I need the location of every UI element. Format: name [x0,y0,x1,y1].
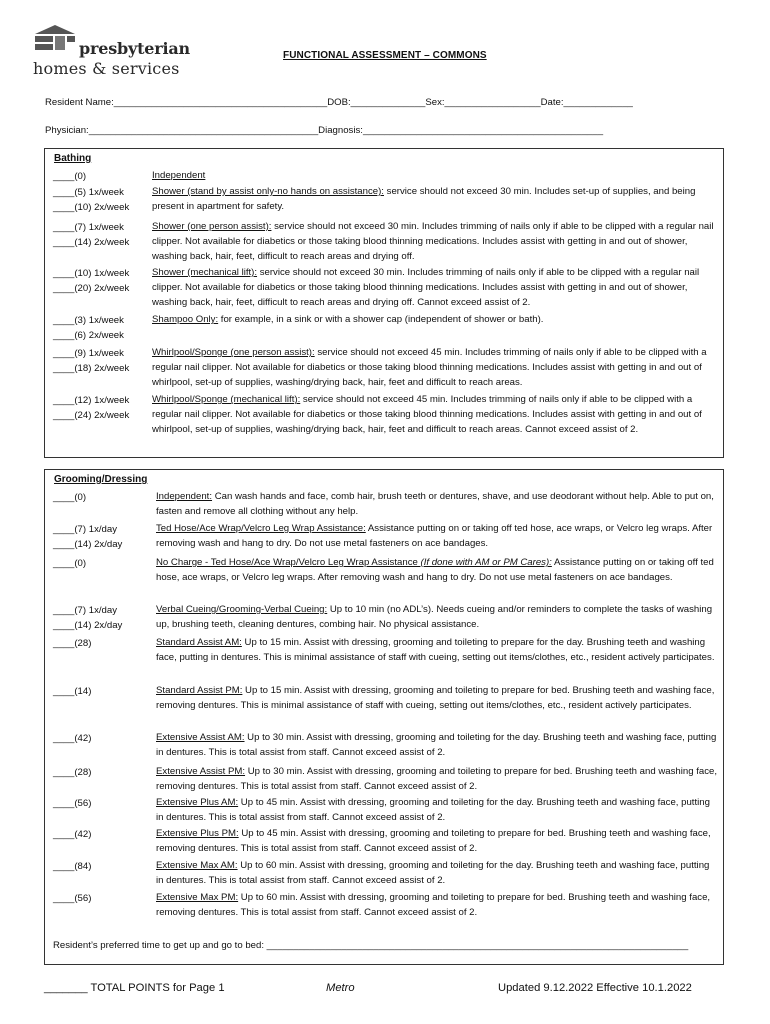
points-blank[interactable]: ____(14) [53,686,92,697]
option-description [156,730,718,760]
option-text: Up to 45 min. Assist with dressing, grooming and toileting to prepare for bed. Brushing teeth and washing face, removing dentures. This is total assist from staff. Cannot exceed assist of 2. [156,828,711,855]
option-description [156,795,718,825]
points-blank[interactable]: ____(0) [53,492,87,503]
points-blank-1x[interactable]: ____(9) 1x/week [53,348,124,359]
option-description [152,184,718,214]
option-description [156,555,718,585]
points-blank[interactable]: ____(56) [53,798,92,809]
points-blank-1x[interactable]: ____(7) 1x/day [53,524,117,535]
option-text: Can wash hands and face, comb hair, brush teeth or dentures, shave, and use deodorant without help. Able to put on, fasten and remove all clothing without any help. [156,491,714,518]
option-description [156,521,718,551]
points-blank-1x[interactable]: ____(7) 1x/week [53,222,124,233]
points-blank-2x[interactable]: ____(18) 2x/week [53,363,130,374]
option-text: service should not exceed 45 min. Includes trimming of nails only if able to be clipped with a regular nail clipper. Not available for diabetics or those taking blood thinning medications. Includes assist with getting in and out of whirlpool, set-up of supplies, washing/drying back, hair, feet and difficult to reach areas. Cannot exceed assist of 2. [152,394,702,436]
footer-revision-date: Updated 9.12.2022 Effective 10.1.2022 [498,982,692,994]
points-blank[interactable]: ____(28) [53,767,92,778]
option-text: service should not exceed 30 min. Includes trimming of nails only if able to be clipped with a regular nail clipper. Not available for diabetics or those taking blood thinning medications. Includes assist with getting in and out of shower, washing back, hair, feet, difficult to reach areas and drying off. [152,221,714,263]
option-text: Up to 30 min. Assist with dressing, grooming and toileting for the day. Brushing teeth and washing face, putting in dentures. This is total assist from staff. Cannot exceed assist of 2. [156,732,717,759]
option-text: for example, in a sink or with a shower cap (independent of shower or bath). [218,314,544,325]
points-blank-1x[interactable]: ____(5) 1x/week [53,187,124,198]
option-text: Up to 15 min. Assist with dressing, grooming and toileting to prepare for bed. Brushing teeth and washing face, removing dentures. This is minimal assistance of staff with cueing, setting out items/clothes, etc., resident actively participates. [156,685,715,712]
points-blank[interactable]: ____(42) [53,733,92,744]
option-description [152,265,718,311]
preferred-time-field[interactable]: Resident’s preferred time to get up and go to bed: _______________________________________________________________________________ [53,940,689,951]
option-description [152,219,718,265]
option-description [156,489,718,519]
option-term: Verbal Cueing/Grooming-Verbal Cueing: [156,604,328,615]
option-description [156,635,718,665]
option-text: service should not exceed 30 min. Includes trimming of nails only if able to be clipped with a regular nail clipper. Not available for diabetics or those taking blood thinning medications. Includes assist with getting in and out of shower, washing back, hair, feet, difficult to reach areas and drying off. Cannot exceed assist of 2. [152,267,700,309]
points-blank-2x[interactable]: ____(10) 2x/week [53,202,130,213]
option-text: Up to 60 min. Assist with dressing, grooming and toileting for the day. Brushing teeth and washing face, putting in dentures. This is total assist from staff. Cannot exceed assist of 2. [156,860,710,887]
option-term: Extensive Plus PM: [156,828,239,839]
option-term: Standard Assist AM: [156,637,242,648]
option-text: Up to 45 min. Assist with dressing, grooming and toileting for the day. Brushing teeth and washing face, putting in dentures. This is total assist from staff. Cannot exceed assist of 2. [156,797,710,824]
option-term: Whirlpool/Sponge (one person assist): [152,347,315,358]
option-term-note: (If done with AM or PM Cares): [420,557,552,568]
points-blank[interactable]: ____(28) [53,638,92,649]
option-term: Independent: [156,491,213,502]
option-text: service should not exceed 30 min. Includes set-up of supplies, and being present in apartment for safety. [152,186,696,213]
points-blank[interactable]: ____(42) [53,829,92,840]
option-description [156,764,718,794]
grooming-heading: Grooming/Dressing [54,474,148,485]
option-term: Shower (one person assist): [152,221,272,232]
option-text: service should not exceed 45 min. Includes trimming of nails only if able to be clipped with a regular nail clipper. Not available for diabetics or those taking blood thinning medications. Includes assist with getting in and out of whirlpool, set-up of supplies, washing/drying back, hair, feet and difficult to reach areas. [152,347,707,389]
grooming-dressing-section [44,469,724,965]
option-description [152,312,718,327]
points-blank-1x[interactable]: ____(10) 1x/week [53,268,130,279]
footer-location: Metro [326,982,355,994]
points-blank-2x[interactable]: ____(20) 2x/week [53,283,130,294]
option-text: Assistance putting on or taking off ted hose, ace wraps, or Velcro leg wraps. After removing wash and hang to dry. Do not use metal fasteners on ace bandages. [156,523,713,550]
points-blank-2x[interactable]: ____(14) 2x/day [53,539,123,550]
points-blank-1x[interactable]: ____(7) 1x/day [53,605,117,616]
physician-diagnosis-fields[interactable]: Physician:___________________________________________Diagnosis:_____________________________________________ [45,125,604,136]
option-term: Ted Hose/Ace Wrap/Velcro Leg Wrap Assistance: [156,523,366,534]
option-text: Assistance putting on or taking off ted hose, ace wraps, or Velcro leg wraps. After removing wash and hang to dry. Do not use metal fasteners on ace bandages. [156,557,714,584]
points-blank[interactable]: ____(56) [53,893,92,904]
option-text: Up to 10 min (no ADL’s). Needs cueing and/or reminders to complete the tasks of washing up, brushing teeth, cleaning dentures, combing hair. No physical assistance. [156,604,713,631]
option-term: No Charge - Ted Hose/Ace Wrap/Velcro Leg Wrap Assistance [156,557,421,568]
option-term: Shower (stand by assist only-no hands on assistance): [152,186,384,197]
option-description [152,345,718,391]
option-term: Whirlpool/Sponge (mechanical lift): [152,394,301,405]
option-term: Independent [152,170,206,181]
option-text: Up to 60 min. Assist with dressing, grooming and toileting to prepare for bed. Brushing teeth and washing face, removing dentures. This is total assist from staff. Cannot exceed assist of 2. [156,892,711,919]
points-blank-2x[interactable]: ____(24) 2x/week [53,410,130,421]
points-blank-1x[interactable]: ____(3) 1x/week [53,315,124,326]
points-blank-2x[interactable]: ____(6) 2x/week [53,330,124,341]
house-logo-icon [33,22,78,58]
option-description [152,168,718,183]
option-description [156,683,718,713]
points-blank-2x[interactable]: ____(14) 2x/day [53,620,123,631]
option-term: Extensive Max PM: [156,892,239,903]
option-description [156,826,718,856]
logo-wordmark-line2: homes & services [33,59,180,78]
form-title: FUNCTIONAL ASSESSMENT – COMMONS [283,50,487,61]
option-term: Extensive Plus AM: [156,797,239,808]
total-points-field[interactable]: _______ TOTAL POINTS for Page 1 [44,982,225,994]
points-blank-2x[interactable]: ____(14) 2x/week [53,237,130,248]
bathing-section [44,148,724,458]
points-blank-1x[interactable]: ____(12) 1x/week [53,395,130,406]
option-term: Shampoo Only: [152,314,219,325]
points-blank[interactable]: ____(0) [53,171,87,182]
points-blank[interactable]: ____(84) [53,861,92,872]
points-blank[interactable]: ____(0) [53,558,87,569]
organization-logo [33,22,190,78]
option-description [156,890,718,920]
option-text: Up to 30 min. Assist with dressing, grooming and toileting to prepare for bed. Brushing teeth and washing face, removing dentures. This is total assist from staff. Cannot exceed assist of 2. [156,766,718,793]
resident-info-fields[interactable]: Resident Name:________________________________________DOB:______________Sex:__________________Date:_____________ [45,97,633,108]
option-term: Extensive Assist PM: [156,766,246,777]
option-term: Shower (mechanical lift): [152,267,258,278]
bathing-heading: Bathing [54,153,92,164]
option-description [152,392,718,438]
logo-wordmark-line1: presbyterian [79,39,190,58]
option-description [156,858,718,888]
option-term: Extensive Assist AM: [156,732,245,743]
option-description [156,602,718,632]
option-term: Standard Assist PM: [156,685,243,696]
option-term: Extensive Max AM: [156,860,238,871]
option-text: Up to 15 min. Assist with dressing, grooming and toileting to prepare for the day. Brushing teeth and washing face, putting in dentures. This is minimal assistance of staff with cueing, setting out items/clothes, etc., resident actively participates. [156,637,715,664]
